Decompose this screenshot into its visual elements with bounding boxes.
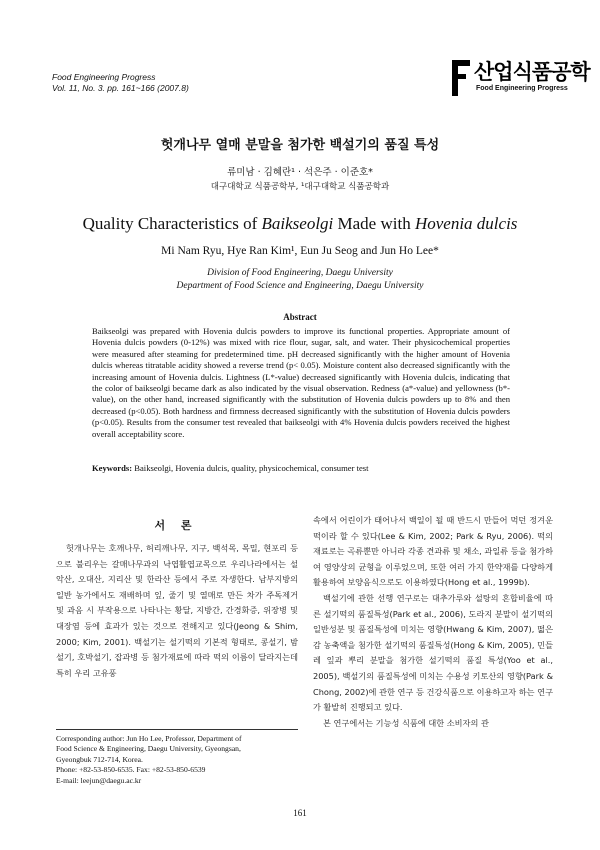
title-english-italic1: Baikseolgi	[261, 214, 334, 233]
abstract-text: Baikseolgi was prepared with Hovenia dulcis powders to improve its functional properties. Appropriate amount of Hovenia dulcis powders (0-12%) was mixed with rice flour, sugar, salt, and water. Their physicochemical properties were measured after steaming for predetermined time. pH decreased significantly with the higher amount of Hovenia dulcis whereas titratable acidity showed a reverse trend (p< 0.05). Moisture content also decreased significantly with the increasing amount of Hovenia dulcis. Lightness (L*-value) decreased significantly with Hovenia dulcis, indicating that the color of baikseolgi became dark as also indicated by the visual observation. Redness (a*-value) and yellowness (b*-value), on the other hand, increased significantly with the substitution of Hovenia dulcis powders up to 8% and then decreased (p<0.05). Both hardness and firmness decreased significantly with the substitution of Hovenia dulcis powders (p<0.05). Results from the consumer test revealed that baikseolgi with 4% Hovenia dulcis powders received the highest overall acceptability score.	[92, 326, 510, 439]
logo-korean-text: 산업식품공학	[474, 60, 590, 84]
affiliation-english-1: Division of Food Engineering, Daegu University	[207, 268, 393, 278]
logo-mark-icon	[452, 60, 472, 96]
footnote-line: Phone: +82-53-850-6535. Fax: +82-53-850-6539	[56, 765, 206, 775]
title-korean: 헛개나무 열매 분말을 첨가한 백설기의 품질 특성	[160, 138, 440, 153]
left-column	[56, 541, 298, 681]
journal-name: Food Engineering Progress	[52, 72, 156, 82]
journal-info	[52, 72, 189, 94]
title-english-italic2: Hovenia dulcis	[414, 214, 518, 233]
right-column	[313, 513, 553, 731]
authors-english: Mi Nam Ryu, Hye Ran Kim¹, Eun Ju Seog and Jun Ho Lee*	[161, 245, 439, 257]
journal-volume: Vol. 11, No. 3. pp. 161~166 (2007.8)	[52, 83, 189, 93]
logo-english-text: Food Engineering Progress	[476, 85, 568, 92]
keywords-text: Baikseolgi, Hovenia dulcis, quality, physicochemical, consumer test	[132, 463, 369, 473]
footnote	[56, 734, 306, 786]
title-english-part2: Made with	[333, 214, 415, 233]
abstract-heading: Abstract	[283, 312, 317, 322]
keywords	[92, 463, 510, 473]
footnote-line: Gyeongbuk 712-714, Korea.	[56, 754, 143, 764]
title-english	[0, 214, 600, 234]
paragraph: 본 연구에서는 기능성 식품에 대한 소비자의 관	[323, 717, 489, 728]
footnote-divider	[56, 729, 298, 730]
paragraph: 속에서 어린이가 태어나서 백일이 될 때 반드시 만들어 먹던 정겨운 떡이라 할 수 있다(Lee & Kim, 2002; Park & Ryu, 2006). 떡의 재료로는 곡류뿐만 아니라 각종 견과류 및 채소, 과일류 등을 첨가하여 영양상의 균형을 이루었으며, 또한 여러 가지 한약재를 다양하게 활용하여 보양음식으로도 이용하였다(Hong et al., 1999b).	[313, 515, 553, 588]
title-english-part1: Quality Characteristics of	[82, 214, 262, 233]
paragraph: 백설기에 관한 선행 연구로는 대추가루와 설탕의 혼합비율에 따른 설기떡의 품질특성(Park et al., 2006), 도라지 분말이 설기떡의 일반성분 및 품질특성에 미치는 영향(Hwang & Kim, 2007), 떫은 감 농축액을 첨가한 설기떡의 품질특성(Hong & Kim, 2005), 민들레 잎과 뿌리 분말을 첨가한 설기떡의 품질 특성(Yoo et al., 2005), 백설기의 품질특성에 미치는 수용성 키토산의 영향(Park & Chong, 2002)에 관한 연구 등 건강식품으로 이용하고자 하는 연구가 활발히 진행되고 있다.	[313, 592, 553, 713]
section-heading: 서 론	[154, 519, 198, 532]
footnote-email: E-mail: leejun@daegu.ac.kr	[56, 775, 142, 785]
keywords-label: Keywords:	[92, 463, 133, 473]
paragraph: 헛개나무는 호깨나무, 허리깨나무, 지구, 백석목, 목밀, 현포리 등으로 불리우는 갈매나무과의 낙엽활엽교목으로 우리나라에서는 설악산, 오대산, 지리산 및 한라산 등에서 주로 자생한다. 남부지방의 일반 농가에서도 재배하며 잎, 줄기 및 열매로 만든 차가 주독제거 및 과음 시 부작용으로 나타나는 황달, 지방간, 간경화증, 위장병 및 대장염 등에 효과가 있는 것으로 전해지고 있다(Jeong & Shim, 2000; Kim, 2001). 백설기는 설기떡의 기본적 형태로, 콩설기, 밤설기, 호박설기, 잡과병 등 첨가재료에 따라 떡의 이름이 달라지는데 특히 우리 고유풍	[56, 543, 298, 678]
authors-korean: 류미남 · 김혜란¹ · 석은주 · 이준호*	[227, 167, 373, 178]
affiliation-korean: 대구대학교 식품공학부, ¹대구대학교 식품공학과	[210, 182, 390, 192]
page-number: 161	[293, 808, 307, 818]
footnote-line: Corresponding author: Jun Ho Lee, Professor, Department of	[56, 734, 242, 743]
affiliation-english-2: Department of Food Science and Engineering, Daegu University	[176, 281, 424, 291]
footnote-line: Food Science & Engineering, Daegu University, Gyeongsan,	[56, 744, 241, 754]
journal-logo	[452, 58, 590, 98]
